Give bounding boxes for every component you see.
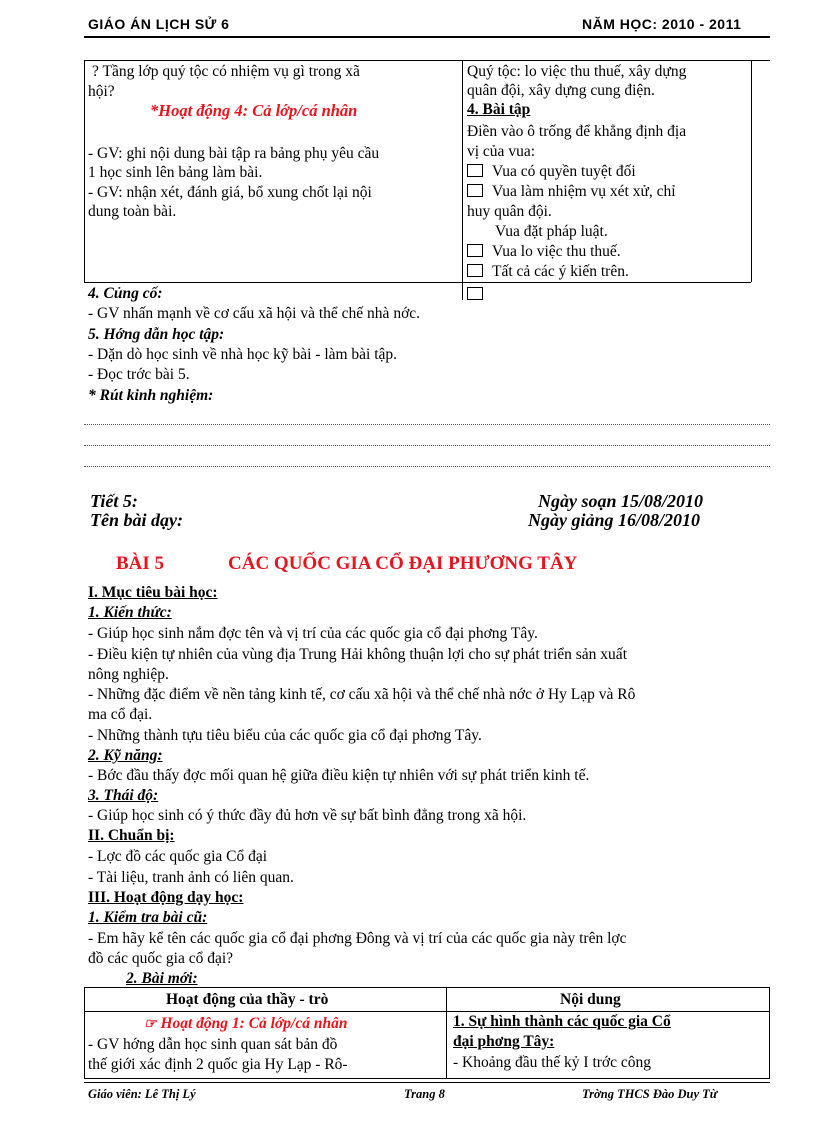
dotted-line [84,424,770,425]
option-2 [467,182,676,202]
activity-1-label: Hoạt động 1: Cả lớp/cá nhân [160,1015,348,1032]
header-rule [84,36,770,38]
skill-1: - Bớc đầu thấy đợc mối quan hệ giữa điều kiện tự nhiên với sự phát triển kinh tế. [88,767,590,784]
question-line-2: hội? [88,83,115,100]
consolidation-line: - GV nhấn mạnh về cơ cấu xã hội và thể chế nhà nớc. [88,305,421,322]
guide-line-1: - Dặn dò học sinh về nhà học kỹ bài - làm bài tập. [88,346,398,363]
footer-school: Trờng THCS Đào Duy Từ [582,1087,718,1101]
check-1a: - Em hãy kể tên các quốc gia cổ đại phơng Đông và vị trí của các quốc gia này trên lợc [88,930,627,947]
exercise-title [467,100,530,120]
knowledge-2b: nông nghiệp. [88,666,169,683]
preparation-2: - Tài liệu, tranh ảnh có liên quan. [88,869,294,886]
objectives-title: I. Mục tiêu bài học: [88,584,218,601]
footer-rule [84,1082,770,1083]
check-title: 1. Kiểm tra bài cũ: [88,909,208,926]
lesson-name-label: Tên bài dạy: [90,510,183,530]
header-right: NĂM HỌC: 2010 - 2011 [582,16,742,32]
skill-title: 2. Kỹ năng: [88,747,163,764]
option-4-label: Vua lo việc thu thuế. [492,243,621,260]
dotted-line [84,466,770,467]
guide-line-2: - Đọc trớc bài 5. [88,366,190,383]
preparation-title: II. Chuẩn bị: [88,827,175,844]
content-title-1: 1. Sự hình thành các quốc gia Cổ [453,1013,671,1030]
content-title-2: đại phơng Tây: [453,1033,555,1050]
option-3-label: Vua đặt pháp luật. [495,223,608,240]
guide-title: 5. Hớng dẫn học tập: [88,326,225,343]
exercise-title-text: 4. Bài tập [467,101,531,118]
checkbox-icon[interactable] [467,184,483,197]
option-1-label: Vua có quyền tuyệt đối [492,163,636,180]
check-1b: đồ các quốc gia cổ đại? [88,950,234,967]
activity-1-heading [144,1014,347,1035]
attitude-title: 3. Thái độ: [88,787,159,804]
preparation-1: - Lợc đồ các quốc gia Cổ đại [88,848,268,865]
lesson-title: CÁC QUỐC GIA CỔ ĐẠI PHƯƠNG TÂY [228,553,578,574]
activity-4-heading: *Hoạt động 4: Cả lớp/cá nhân [150,101,358,120]
footer-page: Trang 8 [404,1087,445,1101]
option-4 [467,242,621,262]
answer-line-1: Quý tộc: lo việc thu thuế, xây dựng [467,63,687,80]
consolidation-title: 4. Củng cố: [88,285,163,302]
option-5 [467,262,629,282]
knowledge-title: 1. Kiến thức: [88,604,172,621]
dotted-line [84,445,770,446]
footer-teacher: Giáo viên: Lê Thị Lý [88,1087,196,1101]
period-label: Tiết 5: [90,491,138,511]
option-2-cont: huy quân đội. [467,203,552,220]
option-2-label: Vua làm nhiệm vụ xét xử, chỉ [492,183,676,200]
activities-title: III. Hoạt động dạy học: [88,889,244,906]
activity-1-line-1: - GV hớng dẫn học sinh quan sát bản đồ [88,1036,338,1053]
header-left: GIÁO ÁN LỊCH SỬ 6 [88,16,230,32]
knowledge-3b: ma cổ đại. [88,706,153,723]
experience-title: * Rút kinh nghiệm: [88,387,214,404]
checkbox-icon[interactable] [467,287,483,300]
content-line-1: - Khoảng đầu thế kỷ I trớc công [453,1054,652,1071]
gv-line-2a: - GV: nhận xét, đánh giá, bổ xung chốt lại nội [88,184,372,201]
checkbox-icon[interactable] [467,264,483,277]
prep-date: Ngày soạn 15/08/2010 [538,491,704,511]
knowledge-1: - Giúp học sinh nắm đợc tên và vị trí của các quốc gia cổ đại phơng Tây. [88,625,538,642]
knowledge-4: - Những thành tựu tiêu biểu của các quốc gia cổ đại phơng Tây. [88,727,482,744]
column-header-activity: Hoạt động của thầy - trò [166,991,329,1008]
knowledge-2a: - Điều kiện tự nhiên của vùng địa Trung Hải không thuận lợi cho sự phát triển sản xuất [88,646,627,663]
exercise-prompt-2: vị của vua: [467,143,536,160]
answer-line-2: quân đội, xây dựng cung điện. [467,82,655,99]
knowledge-3a: - Những đặc điểm về nền tảng kinh tế, cơ cấu xã hội và thể chế nhà nớc ở Hy Lạp và Rô [88,686,636,703]
column-header-content: Nội dung [560,991,621,1008]
checkbox-icon[interactable] [467,164,483,177]
teach-date: Ngày giảng 16/08/2010 [528,510,701,530]
attitude-1: - Giúp học sinh có ý thức đầy đủ hơn về sự bất bình đẳng trong xã hội. [88,807,527,824]
option-5-label: Tất cả các ý kiến trên. [492,263,629,280]
option-1 [467,162,636,182]
new-lesson-title: 2. Bài mới: [126,970,198,987]
hand-pointer-icon: ☞ [144,1017,157,1032]
gv-line-2b: dung toàn bài. [88,203,177,220]
gv-line-1b: 1 học sinh lên bảng làm bài. [88,164,263,181]
gv-line-1a: - GV: ghi nội dung bài tập ra bảng phụ yêu cầu [88,145,380,162]
checkbox-icon[interactable] [467,244,483,257]
lesson-number: BÀI 5 [116,553,165,574]
exercise-prompt-1: Điền vào ô trống để khẳng định địa [467,123,687,140]
activity-1-line-2: thế giới xác định 2 quốc gia Hy Lạp - Rô- [88,1056,348,1073]
question-line: ? Tầng lớp quý tộc có nhiệm vụ gì trong xã [92,63,360,80]
